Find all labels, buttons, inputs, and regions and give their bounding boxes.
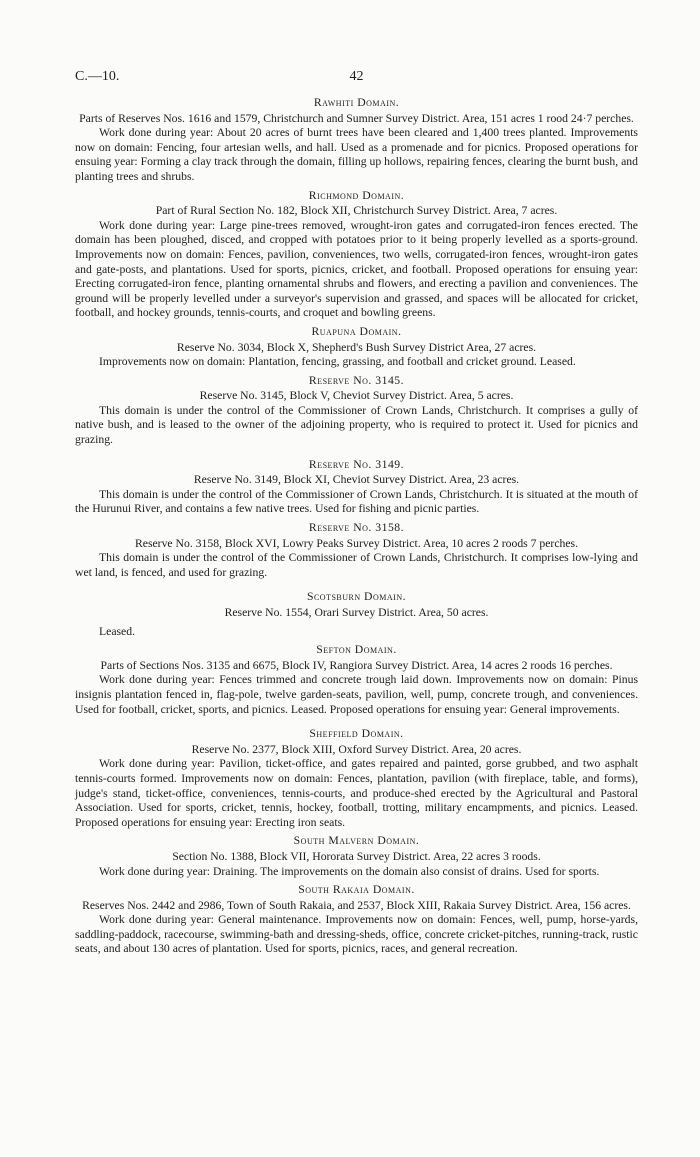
section-body: Work done during year: Draining. The improvements on the domain also consist of drains. Used for sports. (99, 864, 600, 878)
section-title: Reserve No. 3145. (308, 373, 405, 387)
section-body: Work done during year: About 20 acres of burnt trees have been cleared and 1,400 trees planted. Improvements now on domain: Fencing, four artesian wells, and hall. Used as a promenade and for picnics. Proposed operations for ensuing year: Forming a clay track through the domain, filling up hollows, repairing fences, clearing the burnt bush, and planting trees and shrubs. (75, 126, 638, 183)
section-legal-description: Reserves Nos. 2442 and 2986, Town of South Rakaia, and 2537, Block XIII, Rakaia Survey District. Area, 156 acres. (82, 898, 631, 912)
document-code: C.—10. (75, 69, 120, 84)
section-richmond-domain (75, 189, 638, 321)
section-scotsburn-domain (75, 590, 638, 639)
section-legal-description: Reserve No. 3158, Block XVI, Lowry Peaks Survey District. Area, 10 acres 2 roods 7 perches. (134, 536, 579, 550)
section-title: Reserve No. 3158. (308, 521, 405, 535)
section-legal-description: Section No. 1388, Block VII, Hororata Survey District. Area, 22 acres 3 roods. (172, 849, 541, 863)
section-title: Ruapuna Domain. (311, 324, 402, 338)
section-ruapuna-domain (75, 325, 638, 370)
section-body: Work done during year: Large pine-trees removed, wrought-iron gates and corrugated-iron fences erected. The domain has been ploughed, disced, and cropped with potatoes prior to it being properly levelled as a sports-ground. Improvements now on domain: Fences, pavilion, conveniences, two wells, corrugated-iron fences, wrought-iron gates and gate-posts, and plantations. Used for sports, picnics, cricket, and football. Proposed operations for ensuing year: Erecting corrugated-iron fence, planting ornamental shrubs and flowers, and erecting a pavilion and conveniences. The ground will be properly levelled under a surveyor's supervision and grassed, and spaces will be allocated for cricket, football, and hockey grounds, tennis-courts, and croquet and bowling greens. (75, 218, 638, 320)
section-body: Work done during year: Fences trimmed and concrete trough laid down. Improvements now on domain: Pinus insignis plantation fenced in, flag-pole, twelve garden-seats, pavilion, well, pump, concrete trough, and conveniences. Used for football, cricket, sports, and picnics. Leased. Proposed operations for ensuing year: General improvements. (75, 673, 638, 716)
section-title: Rawhiti Domain. (313, 96, 400, 109)
section-title: Richmond Domain. (308, 188, 405, 202)
section-sheffield-domain (75, 727, 638, 830)
section-body: This domain is under the control of the Commissioner of Crown Lands, Christchurch. It is situated at the mouth of the Hurunui River, and contains a few native trees. Used for fishing and picnic parties. (75, 487, 638, 516)
section-legal-description: Parts of Sections Nos. 3135 and 6675, Block IV, Rangiora Survey District. Area, 14 acres 2 roods 16 perches. (100, 658, 613, 672)
section-rawhiti-domain (75, 96, 638, 185)
section-reserve-3149 (75, 458, 638, 517)
section-body: Work done during year: Pavilion, ticket-office, and gates repaired and painted, gorse grubbed, and two asphalt tennis-courts formed. Improvements now on domain: Fences, plantation, pavilion (with fireplace, table, and forms), judge's stand, ticket-office, conveniences, tennis-courts, and produce-shed erected by the Agricultural and Pastoral Association. Used for sports, cricket, tennis, hockey, football, trotting, military encampments, and picnics. Leased. Proposed operations for ensuing year: Erecting iron seats. (75, 757, 638, 829)
section-body: Leased. (99, 624, 136, 638)
section-legal-description: Reserve No. 3149, Block XI, Cheviot Survey District. Area, 23 acres. (193, 473, 520, 487)
section-south-rakaia-domain (75, 883, 638, 957)
section-legal-description: Parts of Reserves Nos. 1616 and 1579, Christchurch and Sumner Survey District. Area, 151 acres 1 rood 24·7 perches. (79, 111, 634, 125)
section-legal-description: Part of Rural Section No. 182, Block XII, Christchurch Survey District. Area, 7 acres. (155, 204, 558, 218)
section-reserve-3158 (75, 521, 638, 580)
section-title: South Rakaia Domain. (298, 883, 415, 897)
section-south-malvern-domain (75, 834, 638, 879)
section-reserve-3145 (75, 374, 638, 448)
section-title: Sheffield Domain. (309, 727, 404, 741)
section-title: Reserve No. 3149. (308, 457, 405, 471)
section-body: This domain is under the control of the Commissioner of Crown Lands, Christchurch. It comprises a gully of native bush, and is leased to the owner of the adjoining property, who is required to protect it. Used for picnics and grazing. (75, 403, 638, 447)
section-body: Work done during year: General maintenance. Improvements now on domain: Fences, well, pump, horse-yards, saddling-paddock, racecourse, swimming-bath and dressing-sheds, office, concrete cricket-pitches, running-track, rustic seats, and about 130 acres of plantation. Used for sports, picnics, races, and general recreation. (75, 913, 638, 956)
section-title: Scotsburn Domain. (306, 590, 407, 604)
running-header (75, 70, 638, 92)
section-sefton-domain (75, 643, 638, 717)
section-title: South Malvern Domain. (293, 834, 420, 848)
page-number: 42 (349, 69, 364, 84)
section-legal-description: Reserve No. 1554, Orari Survey District. Area, 50 acres. (224, 606, 489, 619)
section-legal-description: Reserve No. 3145, Block V, Cheviot Survey District. Area, 5 acres. (199, 389, 514, 403)
section-legal-description: Reserve No. 3034, Block X, Shepherd's Bush Survey District Area, 27 acres. (176, 340, 537, 354)
section-body: Improvements now on domain: Plantation, fencing, grassing, and football and cricket ground. Leased. (99, 355, 576, 369)
section-title: Sefton Domain. (316, 643, 397, 657)
section-body: This domain is under the control of the Commissioner of Crown Lands, Christchurch. It comprises low-lying and wet land, is fenced, and used for grazing. (75, 551, 638, 579)
section-legal-description: Reserve No. 2377, Block XIII, Oxford Survey District. Area, 20 acres. (191, 742, 522, 756)
